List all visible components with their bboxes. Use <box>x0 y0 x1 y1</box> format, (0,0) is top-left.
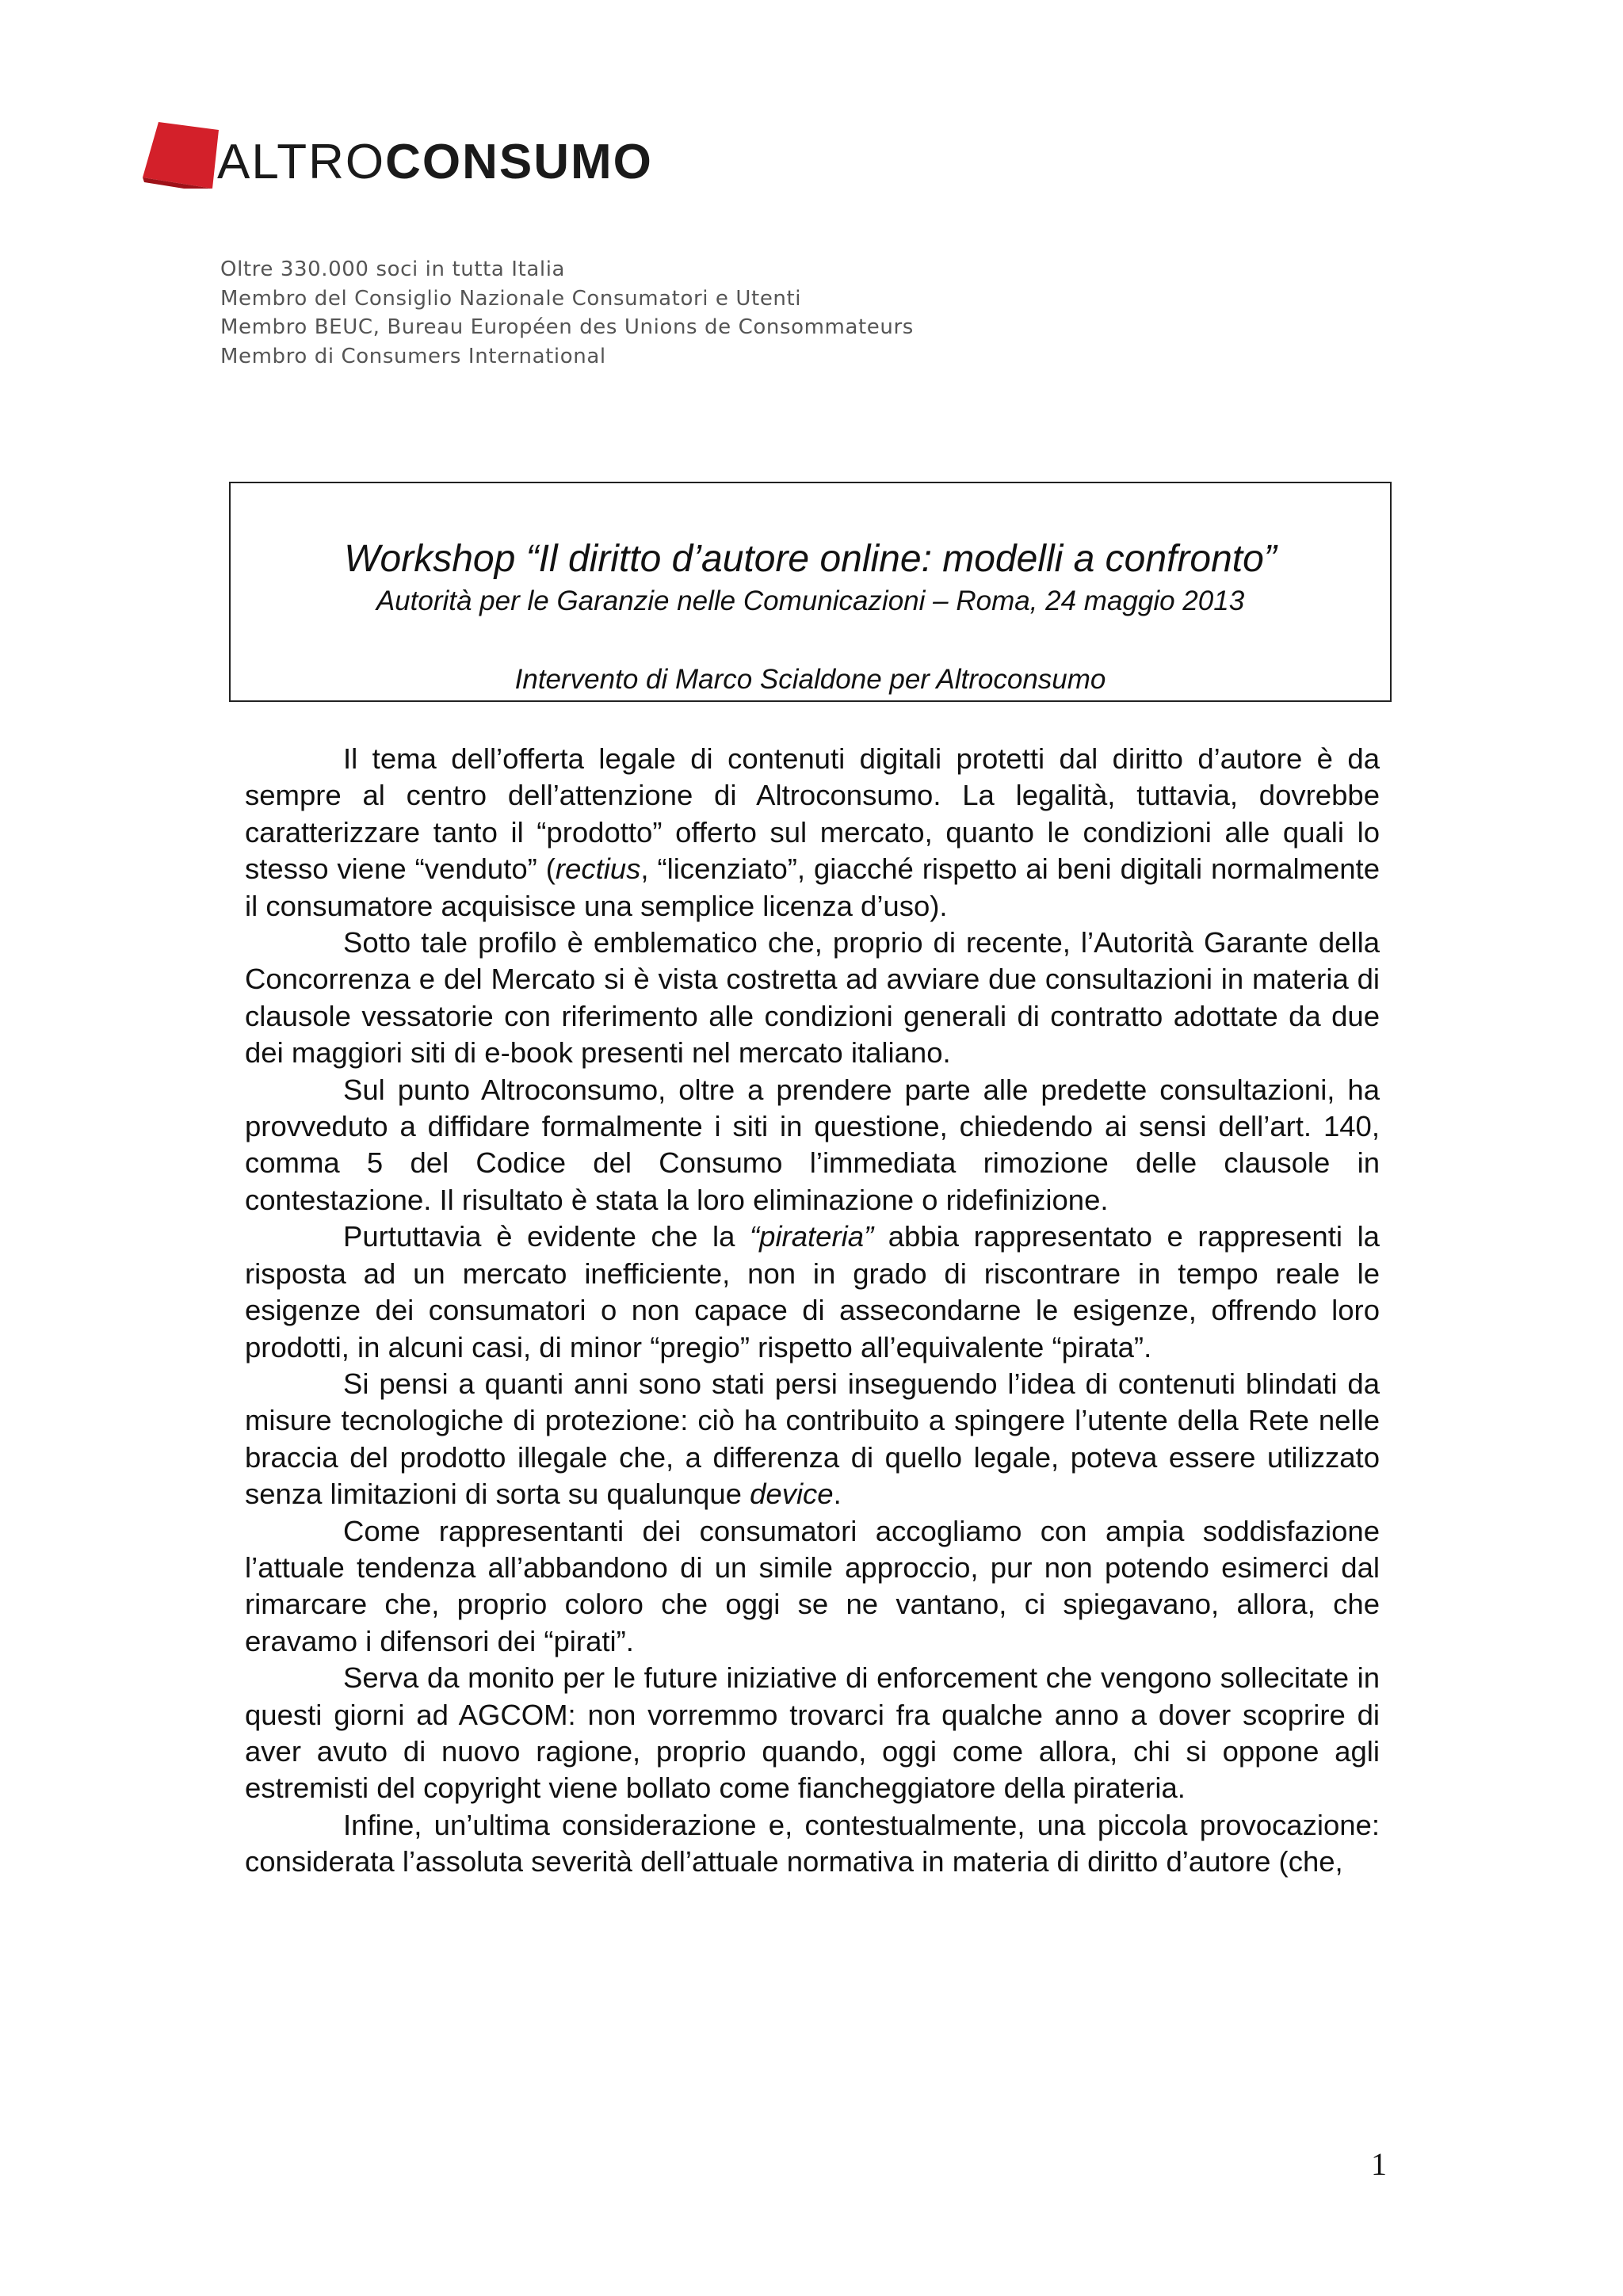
membership-info <box>220 255 1013 371</box>
speaker-line: Intervento di Marco Scialdone per Altroconsumo <box>514 664 1106 695</box>
membership-line: Membro di Consumers International <box>220 344 606 368</box>
paragraph-text: Si pensi a quanti anni sono stati persi inseguendo l’idea di contenuti blindati da misure tecnologiche di protezione: ciò ha contribuito a spingere l’utente della Rete nelle braccia del prodotto illegale che, a differenza di quello legale, poteva essere utilizzato senza limitazioni di sorta su qualunque <box>245 1367 1380 1511</box>
workshop-subtitle: Autorità per le Garanzie nelle Comunicazioni – Roma, 24 maggio 2013 <box>376 585 1245 616</box>
membership-line: Membro BEUC, Bureau Européen des Unions de Consommateurs <box>220 315 914 339</box>
page-number: 1 <box>1371 2146 1387 2182</box>
altroconsumo-logo <box>143 119 653 190</box>
paragraph-text: abbia rappresentato e rappresenti la risposta ad un mercato inefficiente, non in grado di riscontrare in tempo reale le esigenze dei consumatori o non capace di assecondarne le esigenze, offrendo loro prodotti, in alcuni casi, di minor “pregio” rispetto all’equivalente “pirata”. <box>245 1220 1380 1363</box>
paragraph: Sotto tale profilo è emblematico che, proprio di recente, l’Autorità Garante della Concorrenza e del Mercato si è vista costretta ad avviare due consultazioni in materia di clausole vessatorie con riferimento alle condizioni generali di contratto adottate da due dei maggiori siti di e-book presenti nel mercato italiano. <box>245 926 1380 1070</box>
emphasis-text: “pirateria” <box>749 1220 874 1253</box>
body-text <box>245 741 1380 1881</box>
logo-text-bold: CONSUMO <box>385 135 653 189</box>
emphasis-text: device <box>750 1478 834 1511</box>
emphasis-text: rectius <box>555 852 641 886</box>
logo-text-light: ALTRO <box>217 135 386 189</box>
paragraph-text: . <box>833 1478 842 1511</box>
logo-wordmark <box>217 135 653 190</box>
logo-mark-icon <box>143 122 222 189</box>
paragraph: Infine, un’ultima considerazione e, contestualmente, una piccola provocazione: considerata l’assoluta severità dell’attuale normativa in materia di diritto d’autore (che, <box>245 1808 1380 1878</box>
paragraph <box>245 741 1380 925</box>
paragraph <box>245 1219 1380 1366</box>
paragraph-text: Il tema dell’offerta legale di contenuti digitali protetti dal diritto d’autore è da sempre al centro dell’attenzione di Altroconsumo. La legalità, tuttavia, dovrebbe caratterizzare tanto il “prodotto” offerto sul mercato, quanto le condizioni alle quali lo stesso viene “venduto” ( <box>245 742 1380 886</box>
paragraph: Come rappresentanti dei consumatori accogliamo con ampia soddisfazione l’attuale tendenza all’abbandono di un simile approccio, pur non potendo esimerci dal rimarcare che, proprio coloro che oggi se ne vantano, ci spiegavano, allora, che eravamo i difensori dei “pirati”. <box>245 1514 1380 1657</box>
membership-line: Oltre 330.000 soci in tutta Italia <box>220 257 566 281</box>
paragraph: Sul punto Altroconsumo, oltre a prendere parte alle predette consultazioni, ha provveduto a diffidare formalmente i siti in questione, chiedendo ai sensi dell’art. 140, comma 5 del Codice del Consumo l’immediata rimozione delle clausole in contestazione. Il risultato è stata la loro eliminazione o ridefinizione. <box>245 1073 1380 1216</box>
paragraph: Serva da monito per le future iniziative di enforcement che vengono sollecitate in questi giorni ad AGCOM: non vorremmo trovarci fra qualche anno a dover scoprire di aver avuto di nuovo ragione, proprio quando, oggi come allora, chi si oppone agli estremisti del copyright viene bollato come fiancheggiatore della pirateria. <box>245 1661 1380 1805</box>
paragraph <box>245 1366 1380 1513</box>
title-box <box>229 482 1392 702</box>
workshop-title: Workshop “Il diritto d’autore online: modelli a confronto” <box>344 538 1277 580</box>
paragraph-text: , “licenziato”, giacché rispetto ai beni digitali normalmente il consumatore acquisisce una semplice licenza d’uso). <box>245 852 1380 922</box>
membership-line: Membro del Consiglio Nazionale Consumatori e Utenti <box>220 286 802 311</box>
paragraph-text: Purtuttavia è evidente che la <box>343 1220 750 1253</box>
